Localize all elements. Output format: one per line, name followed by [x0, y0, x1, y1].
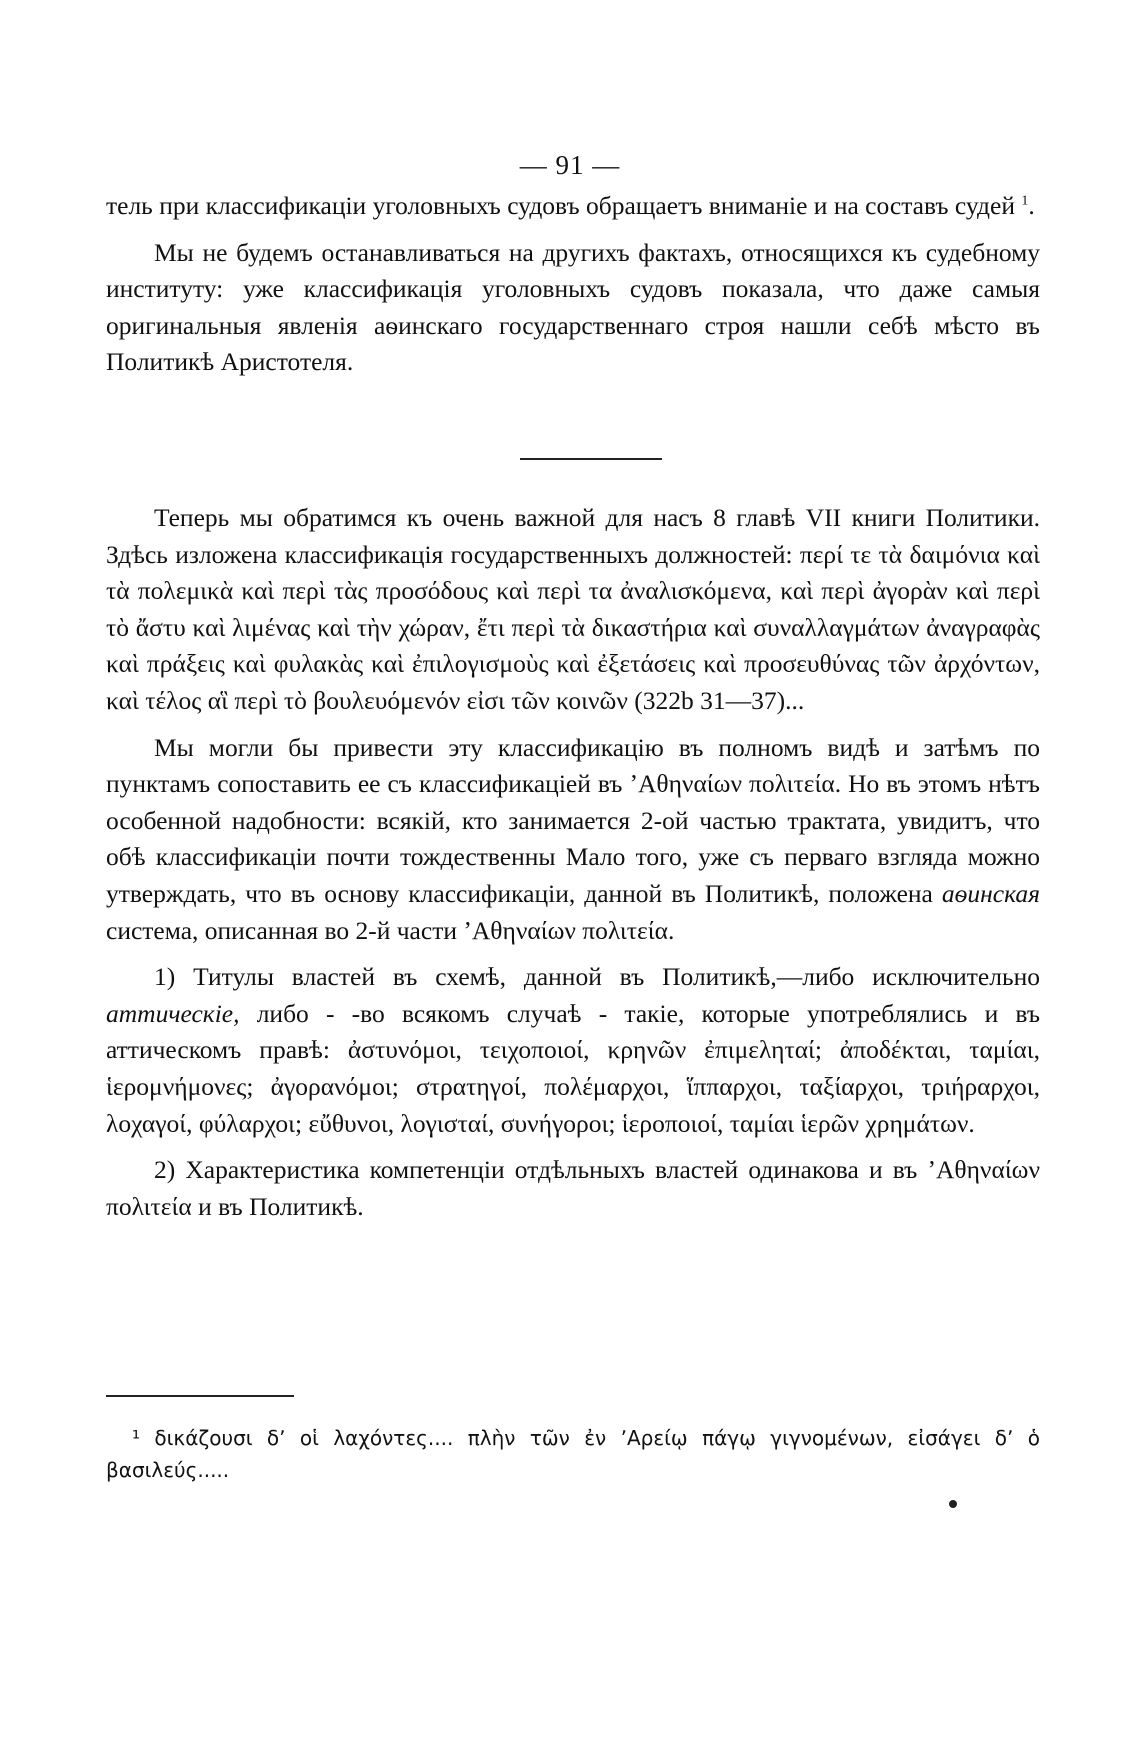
paragraph-text: Мы могли бы привести эту классификацію въ полномъ видѣ и затѣмъ по пунктамъ сопоставить ее съ классификаціей въ ʼΑθηναίων πολιτεία. Но въ этомъ нѣтъ особенной надобности: всякій, кто занимается 2-ой частью трактата, увидитъ, что обѣ классификаціи почти тождественны Мало того, уже съ перваго взгляда можно утверждать, что въ основу классификаціи, данной въ Политикѣ, положена [106, 732, 1040, 908]
paragraph: 2) Характеристика компетенціи отдѣльныхъ властей одинакова и въ ʼΑθηναίων πολιτεία и въ Политикѣ. [106, 1155, 1040, 1221]
emphasis-text: аттическіе, [106, 998, 240, 1028]
paragraph-continuation [106, 188, 1040, 225]
page-number: — 91 — [519, 150, 621, 180]
footnote-divider [106, 1395, 294, 1397]
paragraph: Мы не будемъ останавливаться на другихъ фактахъ, относящихся къ судебному институту: уже классификація уголовныхъ судовъ показала, что даже самыя оригинальныя явленія аѳинскаго государственнаго строя нашли себѣ мѣсто въ Политикѣ Аристотеля. [106, 237, 1040, 377]
footnote [106, 1422, 1040, 1486]
paragraph-end: . [1028, 191, 1035, 220]
paragraph-text: система, описанная во 2-й части ʼΑθηναίων πολιτεία. [106, 915, 675, 945]
section-divider [520, 458, 662, 460]
footnote-text: ¹ δικάζουσι δʼ οἱ λαχόντες.... πλὴν τῶν ἐν ʼΑρείῳ πάγῳ γιγνομένων, εἰσάγει δʼ ὁ βασιλεύς..... [106, 1426, 1040, 1482]
paragraph-text: либо - -во всякомъ случаѣ - такіе, которые употреблялись и въ аттическомъ правѣ: ἀστυνόμοι, τειχοποιοί, κρηνῶν ἐπιμεληταί; ἀποδέκται, ταμίαι, ἱερομνήμονες; ἀγορανόμοι; στρατηγοί, πολέμαρχοι, ἵππαρχοι, ταξίαρχοι, τριήραρχοι, λοχαγοί, φύλαρχοι; εὔθυνοι, λογισταί, συνήγοροι; ἱεροποιοί, ταμίαι ἱερῶν χρημάτων. [106, 998, 1040, 1138]
page-dot-mark [949, 1500, 957, 1508]
paragraph [106, 730, 1040, 950]
footnote-marker: 1 [1021, 193, 1029, 209]
paragraph: Теперь мы обратимся къ очень важной для насъ 8 главѣ VII книги Политики. Здѣсь изложена классификація государственныхъ должностей: περί τε τὰ δαιμόνια καὶ τὰ πολεμικὰ καὶ περὶ τὰς προσόδους καὶ περὶ τα ἀναλισκόμενα, καὶ περὶ ἀγορὰν καὶ περὶ τὸ ἄστυ καὶ λιμένας καὶ τὴν χώραν, ἔτι περὶ τὰ δικαστήρια καὶ συναλλαγμάτων ἀναγραφὰς καὶ πράξεις καὶ φυλακὰς καὶ ἐπιλογισμοὺς καὶ ἐξετάσεις καὶ προσευθύνας τῶν ἀρχόντων, καὶ τέλος αἳ περὶ τὸ βουλευόμενόν εἰσι τῶν κοινῶν (322b 31—37)... [106, 503, 1040, 715]
main-text-block [106, 500, 1040, 1225]
paragraph-text: 1) Титулы властей въ схемѣ, данной въ Политикѣ,—либо исключительно [154, 962, 1040, 992]
paragraph-text: тель при классификаціи уголовныхъ судовъ обращаетъ вниманіе и на составъ судей [106, 191, 1015, 220]
top-text-block [106, 188, 1040, 381]
paragraph [106, 959, 1040, 1142]
emphasis-text: аѳинская [941, 878, 1041, 908]
